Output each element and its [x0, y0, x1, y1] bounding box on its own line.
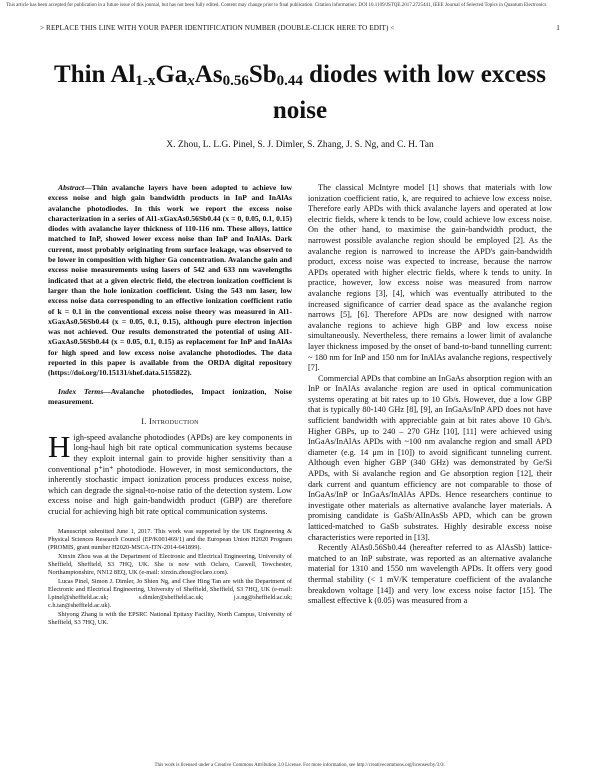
left-column [48, 183, 292, 628]
abstract-text: —Thin avalanche layers have been adopted to achieve low excess noise and high gain bandwidth products in InP and InAlAs avalanche photodiodes. In this work we report the excess noise characterization in a series of Al1-xGaxAs0.56Sb0.44 (x = 0, 0.05, 0.1, 0.15) diodes with avalanche layer thickness of 110-116 nm. These alloys, lattice matched to InP, showed lower excess noise than InP and InAlAs. Dark current, most probably originating from surface leakage, was observed to be lower in composition with higher Ga concentration. Avalanche gain and excess noise measurements using lasers of 542 and 633 nm wavelengths indicated that at a given electric field, the electron ionization coefficient is larger than the hole ionization coefficient. Using the 543 nm laser, low excess noise data corresponding to an effective ionization coefficient ratio of k = 0.1 in the conventional excess noise theory was measured in Al1-xGaxAs0.56Sb0.44 (x = 0.05, 0.1, 0.15), although pure electron injection was not achieved. Our results demonstrated the potential of using Al1-xGaxAs0.56Sb0.44 (x = 0.05, 0.1, 0.15) as replacement for InP and InAlAs for high speed and low excess noise avalanche photodiodes. The data reported in this paper is available from the ORDA digital repository (https://doi.org/10.15131/shef.data.5155822). [48, 183, 292, 378]
page-number: 1 [556, 24, 560, 32]
body-paragraph: The classical McIntyre model [1] shows that materials with low ionization coefficient ratio, k, are required to achieve low excess noise. Therefore early APDs with thick avalanche layers and operated at low electric fields, where k tends to be low, could achieve low excess noise. On the other hand, to maximise the gain-bandwidth product, the narrowest possible avalanche region should be employed [2]. As the avalanche region is narrowed to increase the APD's gain-bandwidth product, excess noise was expected to increase, because the narrow APDs operated with higher electric fields, where k tends to unity. In practice, however, low excess noise was measured from narrow avalanche regions [3], [4], which was eventually attributed to the increased significance of carrier dead space as the avalanche region narrows [5], [6]. Therefore APDs are now designed with narrow avalanche regions to achieve high GBP and low excess noise simultaneously. Nevertheless, there remains a lower limit of avalanche layer thickness imposed by the onset of band-to-band tunnelling current: ~ 180 nm for InP and 150 nm for InAlAs avalanche regions, respectively [7]. [308, 183, 552, 373]
footnote: Lucas Pinel, Simon J. Dimler, Jo Shien Ng, and Chee Hing Tan are with the Department of Electronic and Electrical Engineering, University of Sheffield, Sheffield, S3 7HQ, UK (e-mail: l.pinel@sheffield.ac.uk; s.dimler@sheffield.ac.uk; j.s.ng@sheffield.ac.uk; c.h.tan@sheffield.ac.uk). [48, 577, 292, 609]
drop-cap: H [48, 428, 71, 464]
footnote: Shiyong Zhang is with the EPSRC National Epitaxy Facility, North Campus, University of Sheffield, S3 7HQ, UK. [48, 610, 292, 626]
footnotes [48, 528, 292, 627]
body-paragraph: Recently AlAs0.56Sb0.44 (hereafter referred to as AlAsSb) lattice-matched to an InP substrate, was reported as an alternative avalanche material for 1310 and 1550 nm wavelength APDs. It offers very good thermal stability (< 1 mV/K temperature coefficient of the avalanche breakdown voltage [14]) and very low excess noise factor [15]. The smallest effective k (0.05) was measured from a [308, 543, 552, 606]
publication-notice: This article has been accepted for publication in a future issue of this journal, but has not been fully edited. Content may change prior to final publication. Citation information: DOI 10.1109/JSTQE.2017.2725441, IEEE Journal of Selected Topics in Quantum Electronics [6, 3, 547, 8]
footnote: Manuscript submitted June 1, 2017. This work was supported by the UK Engineering & Physical Sciences Research Council (EP/K001469/1) and the European Union H2020 Program (PROMIS, grant number H2020-MSCA-ITN-2014-641899). [48, 527, 292, 551]
author-list: X. Zhou, L. L.G. Pinel, S. J. Dimler, S. Zhang, J. S. Ng, and C. H. Tan [166, 140, 434, 150]
section-heading-introduction: I. Introduction [141, 417, 199, 427]
body-paragraph: Commercial APDs that combine an InGaAs absorption region with an InP or InAlAs avalanche region are used in optical communication systems operating at bit rates up to 10 Gb/s. However, due a low GBP that is typically 80-140 GHz [8], [9], an InGaAs/InP APD does not have sufficient bandwidth with appreciable gain at bit rates above 10 Gb/s. Higher GBPs, up to 240 – 270 GHz [10], [11] were achieved using InGaAs/InAlAs APDs with ~100 nm avalanche region and small APD diameter (e.g. 14 μm in [10]) to avoid significant tunneling current. Although even higher GBP (340 GHz) was demonstrated by Ge/Si APDs, with Si avalanche region and Ge absorption region [12], their dark current and quantum efficiency are not comparable to those of InGaAs/InP or InGaAs/InAlAs APDs. Hence researchers continue to investigate other materials as alternative avalanche layer materials. A promising candidate is GaSb/AlInAsSb APD, which can be grown latticed-matched to GaSb substrates. Highly desirable excess noise characteristics were reported in [13]. [308, 373, 552, 542]
index-terms [48, 387, 292, 408]
intro-paragraph: High-speed avalanche photodiodes (APDs) are key components in long-haul high bit rate optical communication systems because they exploit internal gain to provide higher sensitivity than a conventional p⁺in⁺ photodiode. However, in most semiconductors, the inherently stochastic impact ionization process produces excess noise, which can degrade the signal-to-noise ratio of the detection system. Low excess noise and high gain-bandwidth product (GBP) are therefore crucial for achieving high bit rate optical communication systems. [48, 428, 292, 516]
paper-id-placeholder: > REPLACE THIS LINE WITH YOUR PAPER IDENTIFICATION NUMBER (DOUBLE-CLICK HERE TO EDIT) < [40, 24, 395, 32]
index-terms-label: Index Terms [58, 386, 104, 396]
license-footer: This work is licensed under a Creative Commons Attribution 3.0 License. For more information, see http://creativecommons.org/licenses/by/3.0/. [154, 763, 446, 768]
right-column [308, 183, 552, 607]
abstract [48, 183, 292, 379]
running-header [40, 24, 560, 32]
paper-title: Thin $Al_{1-x}Ga_xAs_{0.56}Sb_{0.44}$ diodes with low excess noise [54, 61, 546, 124]
footnote: Xinxin Zhou was at the Department of Electronic and Electrical Engineering, University of Sheffield, Sheffield, S3 7HQ, UK. She is now with Oclaro, Caswell, Towchester, Northamptonshire, NN12 8EQ, UK (e-mail: xinxin.zhou@oclaro.com). [48, 552, 292, 576]
index-terms-text: —Avalanche photodiodes, Impact ionization, Noise measurement. [48, 386, 292, 406]
abstract-label: Abstract [58, 183, 85, 192]
